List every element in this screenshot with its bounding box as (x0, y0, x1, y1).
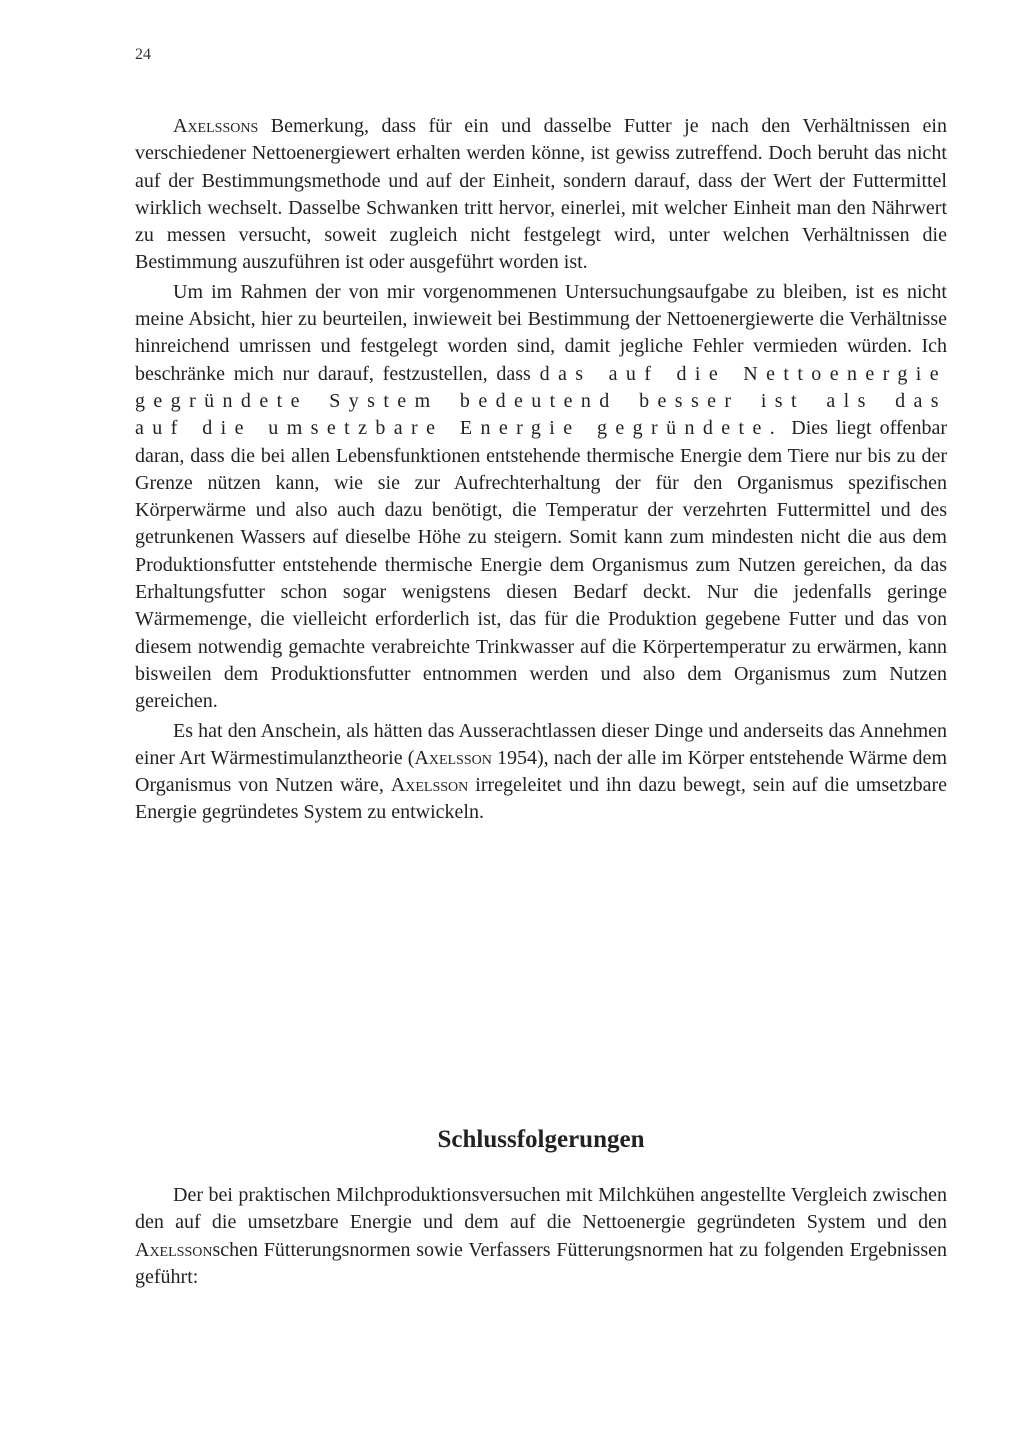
citation-year-text: 1954), nach der alle im Körper entstehende Wärme dem Organismus von Nutzen wäre, (135, 746, 947, 797)
author-name: Axelsson (390, 774, 469, 797)
paragraph-conclusions-intro (135, 1182, 947, 1291)
body-text-upper (135, 113, 947, 827)
paragraph-text: Der bei praktischen Milchproduktionsversuchen mit Milchkühen angestellte Vergleich zwischen den auf die umsetzbare Energie und dem auf die Nettoenergie gegründeten System und den (135, 1184, 947, 1234)
paragraph-text: schen Fütterungsnormen sowie Verfassers Fütterungsnormen hat zu folgenden Ergebnissen geführt: (135, 1238, 947, 1288)
author-name: Axelsson (135, 1238, 213, 1261)
paragraph-text: Dies liegt offenbar daran, dass die bei allen Lebensfunktionen entstehende thermische Energie dem Tiere nur bis zu der Grenze nützen kann, wie sie zur Aufrechterhaltung der für den Organismus spezifischen Körperwärme und also auch dazu benötigt, die Temperatur der verzehrten Futtermittel und des getrunkenen Wassers auf dieselbe Höhe zu steigern. Somit kann zum mindesten nicht die aus dem Produktionsfutter entstehende thermische Energie dem Organismus zum Nutzen gereichen, da das Erhaltungsfutter schon sogar wenigstens diesen Bedarf deckt. Nur die jedenfalls geringe Wärmemenge, die vielleicht erforderlich ist, das für die Produktion gegebene Futter und das von diesem notwendig gemachte verabreichte Trinkwasser auf die Körpertemperatur zu erwärmen, kann bisweilen dem Produktionsfutter entnommen werden und also dem Organismus zum Nutzen gereichen. (135, 417, 947, 713)
paragraph-axelssons-remark (135, 113, 947, 277)
author-name: Axelssons (173, 115, 259, 137)
section-heading: Schlussfolgerungen (437, 1126, 645, 1153)
body-text-lower (135, 1182, 947, 1291)
page-number: 24 (135, 46, 151, 63)
paragraph-text: Um im Rahmen der von mir vorgenommenen Untersuchungsaufgabe zu bleiben, ist es nicht meine Absicht, hier zu beurteilen, inwieweit bei Bestimmung der Nettoenergiewerte die Verhältnisse hinreichend umrissen und festgelegt worden sind, damit jegliche Fehler vermieden würden. Ich beschränke mich nur darauf, festzustellen, dass (135, 280, 947, 385)
paragraph-text: Es hat den Anschein, als hätten das Ausserachtlassen dieser Dinge und anderseits das Annehmen einer Art Wärmestimulanztheorie ( (135, 719, 947, 769)
paragraph-text: irregeleitet und ihn dazu bewegt, sein auf die umsetzbare Energie gegründetes System zu entwickeln. (135, 774, 947, 824)
emphasized-statement: das auf die Nettoenergie gegründete System bedeutend besser ist als das auf die umsetzbare Energie gegründete. (135, 362, 947, 440)
citation-author: Axelsson (414, 746, 492, 769)
paragraph-heat-stimulation (135, 718, 947, 827)
paragraph-research-scope (135, 279, 947, 716)
paragraph-text: Bemerkung, dass für ein und dasselbe Futter je nach den Verhältnissen ein verschiedener Nettoenergiewert erhalten werden könne, ist gewiss zutreffend. Doch beruht das nicht auf der Bestimmungsmethode und auf der Einheit, sondern darauf, dass der Wert der Futtermittel wirklich wechselt. Dasselbe Schwanken tritt hervor, einerlei, mit welcher Einheit man den Nährwert zu messen versucht, soweit zugleich nicht festgelegt wird, unter welchen Verhältnissen die Bestimmung auszuführen ist oder ausgeführt worden ist. (135, 115, 947, 274)
